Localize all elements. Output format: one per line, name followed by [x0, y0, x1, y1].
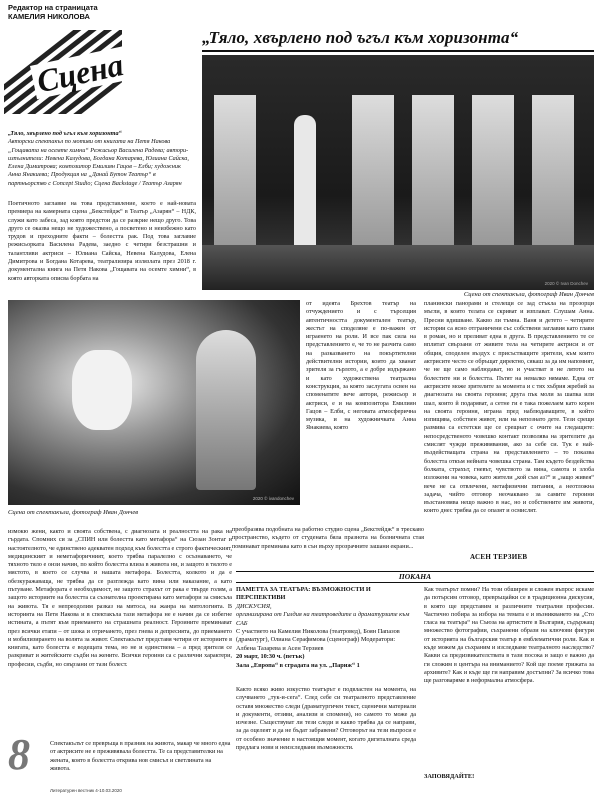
invite-column-e: Както всяко живо изкуство театърът е подвластен на момента, на случването „тук-и-сега“. След себе си театралното представление оставя множество следи (драматургичен текст, сценични материали и документи, отзиви, анализи и спомени), но самото то може да изчезне. Съществуват ли тези следи и какво трябва да се направи, за да оцелеят и да не бъдат забравени? Отговорът на тези въпроси е от особено значение в настоящия момент, когато дигиталната среда предлага нови и неизследвани възможности.: [236, 686, 416, 752]
article-column-c: измокю жени, както и своята собствена, с диагнозата и реалността на рака на гърдата. Спомних си за „СПИН или болестта като метафора“ на Сюзан Зонтаг и настоятелното, че единствено адекватен подход към болестта е строго фактическият, медицинският и неметафоричният, което трябва паралелно с осъзнаването, че тяхното тяло е онзи начин, по който болестта влиза в живота ни, и защото в тялото е мястото, в което се случва и нашата метафора. Болестта, колкото и да е обезкуражаваща, не трябва да се разглежда като вина или наказание, а като пътуване. Метафората е необходимост, не защото страхът от рака е твърде голям, а защото историите на болестта са съзнателна проектирана като метафори за смисъла на живота. Тя е непреодолим разказ на митоса, на жанра на митологията. В историята на Петя Накова и в спектакъла тази метафора не е начин да се избегне истината, а пътят към приемането на страшната реалност. Героините преминават през всички етапи – от шока и отричането, през гнева и депресията, до приемането и мобилизирането на волята за живот. Спектакълът представя четири от историите в книгата, като болестта е водещата тема, но не и единствена – а пред зрителя се разкриват и житейските съдби на жените. Всички героини са с различни характери, професии, съдби, но свързани от тази болест.: [8, 528, 232, 668]
invite-column-f: Как театърът помни? На този обширен и сложен въпрос искаме да потърсим отговор, превръщайки се в традиционна дискусия, в която ще представим и различните театрални професии. Частично побира за избора на темата е и възникването на „Сто гласа на театъра“ на Съюза на артистите в България, съдържащ множество фотографии, съхранени образи на ключови фигури от историята на българския театър в емблематични роли. Как и къде можем да съхраним и изследваме театралното наследство? Какви са предизвикателствата в тази посока и защо е важно да ги сложим в центъра на вниманието? Кой ще поеме грижата за архивите? Как и къде ще ги направим достъпни? За всичко това ще разговаряме в неформална атмосфера.: [424, 586, 594, 685]
event-participants: С участието на Камелия Николова (театровед), Боян Папазов (драматург), Олиана Серафимова (сценограф) Модератори: Албена Тазарева и Асен Терзиев: [236, 628, 400, 652]
photo2-watermark: 2020 © ivandonchev: [252, 496, 294, 501]
article-title: „Тяло, хвърлено под ъгъл към хоризонта“: [202, 28, 519, 47]
event-kind: ДИСКУСИЯ,: [236, 602, 272, 610]
invite-header: ПОКАНА: [236, 571, 594, 583]
invite-closing: ЗАПОВЯДАЙТЕ!: [424, 773, 475, 780]
event-block: [236, 586, 416, 670]
event-title: ПАМЕТТА ЗА ТЕАТЪРА: ВЪЗМОЖНОСТИ И ПЕРСПЕКТИВИ: [236, 586, 371, 602]
editor-block: [8, 3, 98, 21]
section-logo: Сцена: [30, 46, 130, 99]
event-when: 20 март, 10:30 ч. (петък): [236, 653, 305, 661]
article-column-b: планински панорами и стелещи се зад стъкла на прозорци мъгли, в които телата се скриват и изплават. Слушам Анна. Пресни вдишване. Какво ли тъмна. Ваня и детето – четирите истории са ясно отграничени със собствени заглавия като глави в роман, но и преливат една в друга. В представлението те се вплитат свързани от живите тела на четирите актриси и от общия, споделен въздух с присъстващите зрители, към които актрисите често се обръщат директно, сякаш за да им напомнят, че не ще само наблюдават, но и участват в не лятото на болестите ни и болестта. Пътят на немалко нямаме. Една от актрисите може зрителите за момента и с тях хъбрия жребий за диагнозата на своята героиня; друга пък моли за шапка или шал, които й подаряват, а сетне ги е така пожелаем като корен на своята героиня, играна пред наблюдаващите, в който изпищява, собствен живот, или на непознато дете. Тези срещи размива са естетски ще се срещнат с очите на гледащите: непосредственото човешко контакт позволява на зрителите да смислят чужди преживявания, ако за себе си. Тук е най-въздействащата страна на представлението – то показва болестта откъм нейната човешка страна. Там където бездейства болката, страхът, гневът, чувството за вина, самота и злоба изложени на човека, като жители „кой съм аз?“ и „защо живея“ вече не са отвлечени, метафизични питания, а неотложна задача, чийто отговор неочаквано за самите героини възстановява нещо важно в нас, но и собствените им животи, които днес трябва да се опазят и осмислят.: [424, 300, 594, 515]
page-number: 8: [8, 730, 30, 779]
editor-role: Редактор на страницата: [8, 3, 98, 12]
author-signature: АСЕН ТЕРЗИЕВ: [470, 553, 528, 561]
credits-title: „Тяло, хвърлено под ъгъл към хоризонта“: [8, 130, 122, 137]
footer-issue: Литературен вестник 4-10.03.2020: [50, 788, 122, 793]
credits-block: [8, 130, 194, 188]
editor-name: КАМЕЛИЯ НИКОЛОВА: [8, 12, 90, 21]
photo1-caption: Сцена от спектакъла, фотограф Иван Дончев: [463, 291, 594, 298]
event-organizer: организирана от Гилдия на театроведите и драматурзите към САБ: [236, 611, 410, 627]
article-column-a: от идеята Брехтов театър на отчуждението и с търсещия автентичността документален театър, жестът на споделяне е по-важен от играенето на роли. И все пак сила на представлението е, че то не разчита само на разказването на покъртителни действителни истории, които да хванат зрителя за гърлото, а е добре издържано и като художествена театрална конструкция, за която заслугата освен на споменатите вече автори, режисьор и актриси, е и на композитора Емилиян Гацов – Елби, с неговата атмосферична музика, и на художничката Анна Янакиева, която: [306, 300, 416, 432]
photo2-caption: Сцена от спектакъла, фотограф Иван Дончев: [8, 509, 139, 516]
credits-text: Авторски спектакъл по мотиви от книгата на Петя Накова „Гощавата на осемте химни“ Режисьор Василена Радева; автори-изпълнители: Невена Калудова, Богдана Котарева, Юлиана Сайска, Елена Димитрова; композитор Емилиян Гацов – Елби; художник Анна Янакиева; Продукция на „Данай Бутон Театър“ в партньорство с Concept Studio; Сцена Backstage / Театър Азарян: [8, 138, 189, 187]
title-rule: [202, 50, 594, 52]
article-intro: Поетичното заглавие на това представление, което е най-новата премиера на камерната сцена „Бекстейдж“ в Театър „Азарян“ – НДК, служи като забеса, зад която предстои да се разкрие нещо друго. Това друго се оказва нещо не художествено, а посветено и неизбежно като трудов и преходните факти – болестта рак. Под това заглавие режисьорката Василена Радева, заедно с четири безстрашни и талантливи актриси – Юлиана Сайска, Невена Калудова, Елена Димитрова и Богдана Котарева, театрализира излязлата през 2018 г. документална книга на Петя Накова „Гощавата на осемте химни“, в която авторката описва борбата на: [8, 200, 196, 282]
photo1-watermark: 2020 © Ivan Donchev: [544, 281, 588, 286]
article-column-c-end: Спектакълът се превръща в празник на живота, макар че много една от актрисите не е преживявала болестта. Те са представителки на жената, която в болестта открива нов смисъл и светлината на живота.: [50, 740, 231, 772]
article-column-d: преобразява подобната на работно студио сцена „Бекстейдж“ в трескаво пространство, където от студената бяла празнота на болничната стая поминават преминава като в сън върху прозрачните зашани екрани...: [232, 526, 424, 550]
event-where: Зала „Европа“ в сградата на ул. „Париж“ 1: [236, 661, 360, 669]
stage-photo-2: [8, 300, 300, 505]
stage-photo-1: [202, 55, 594, 290]
